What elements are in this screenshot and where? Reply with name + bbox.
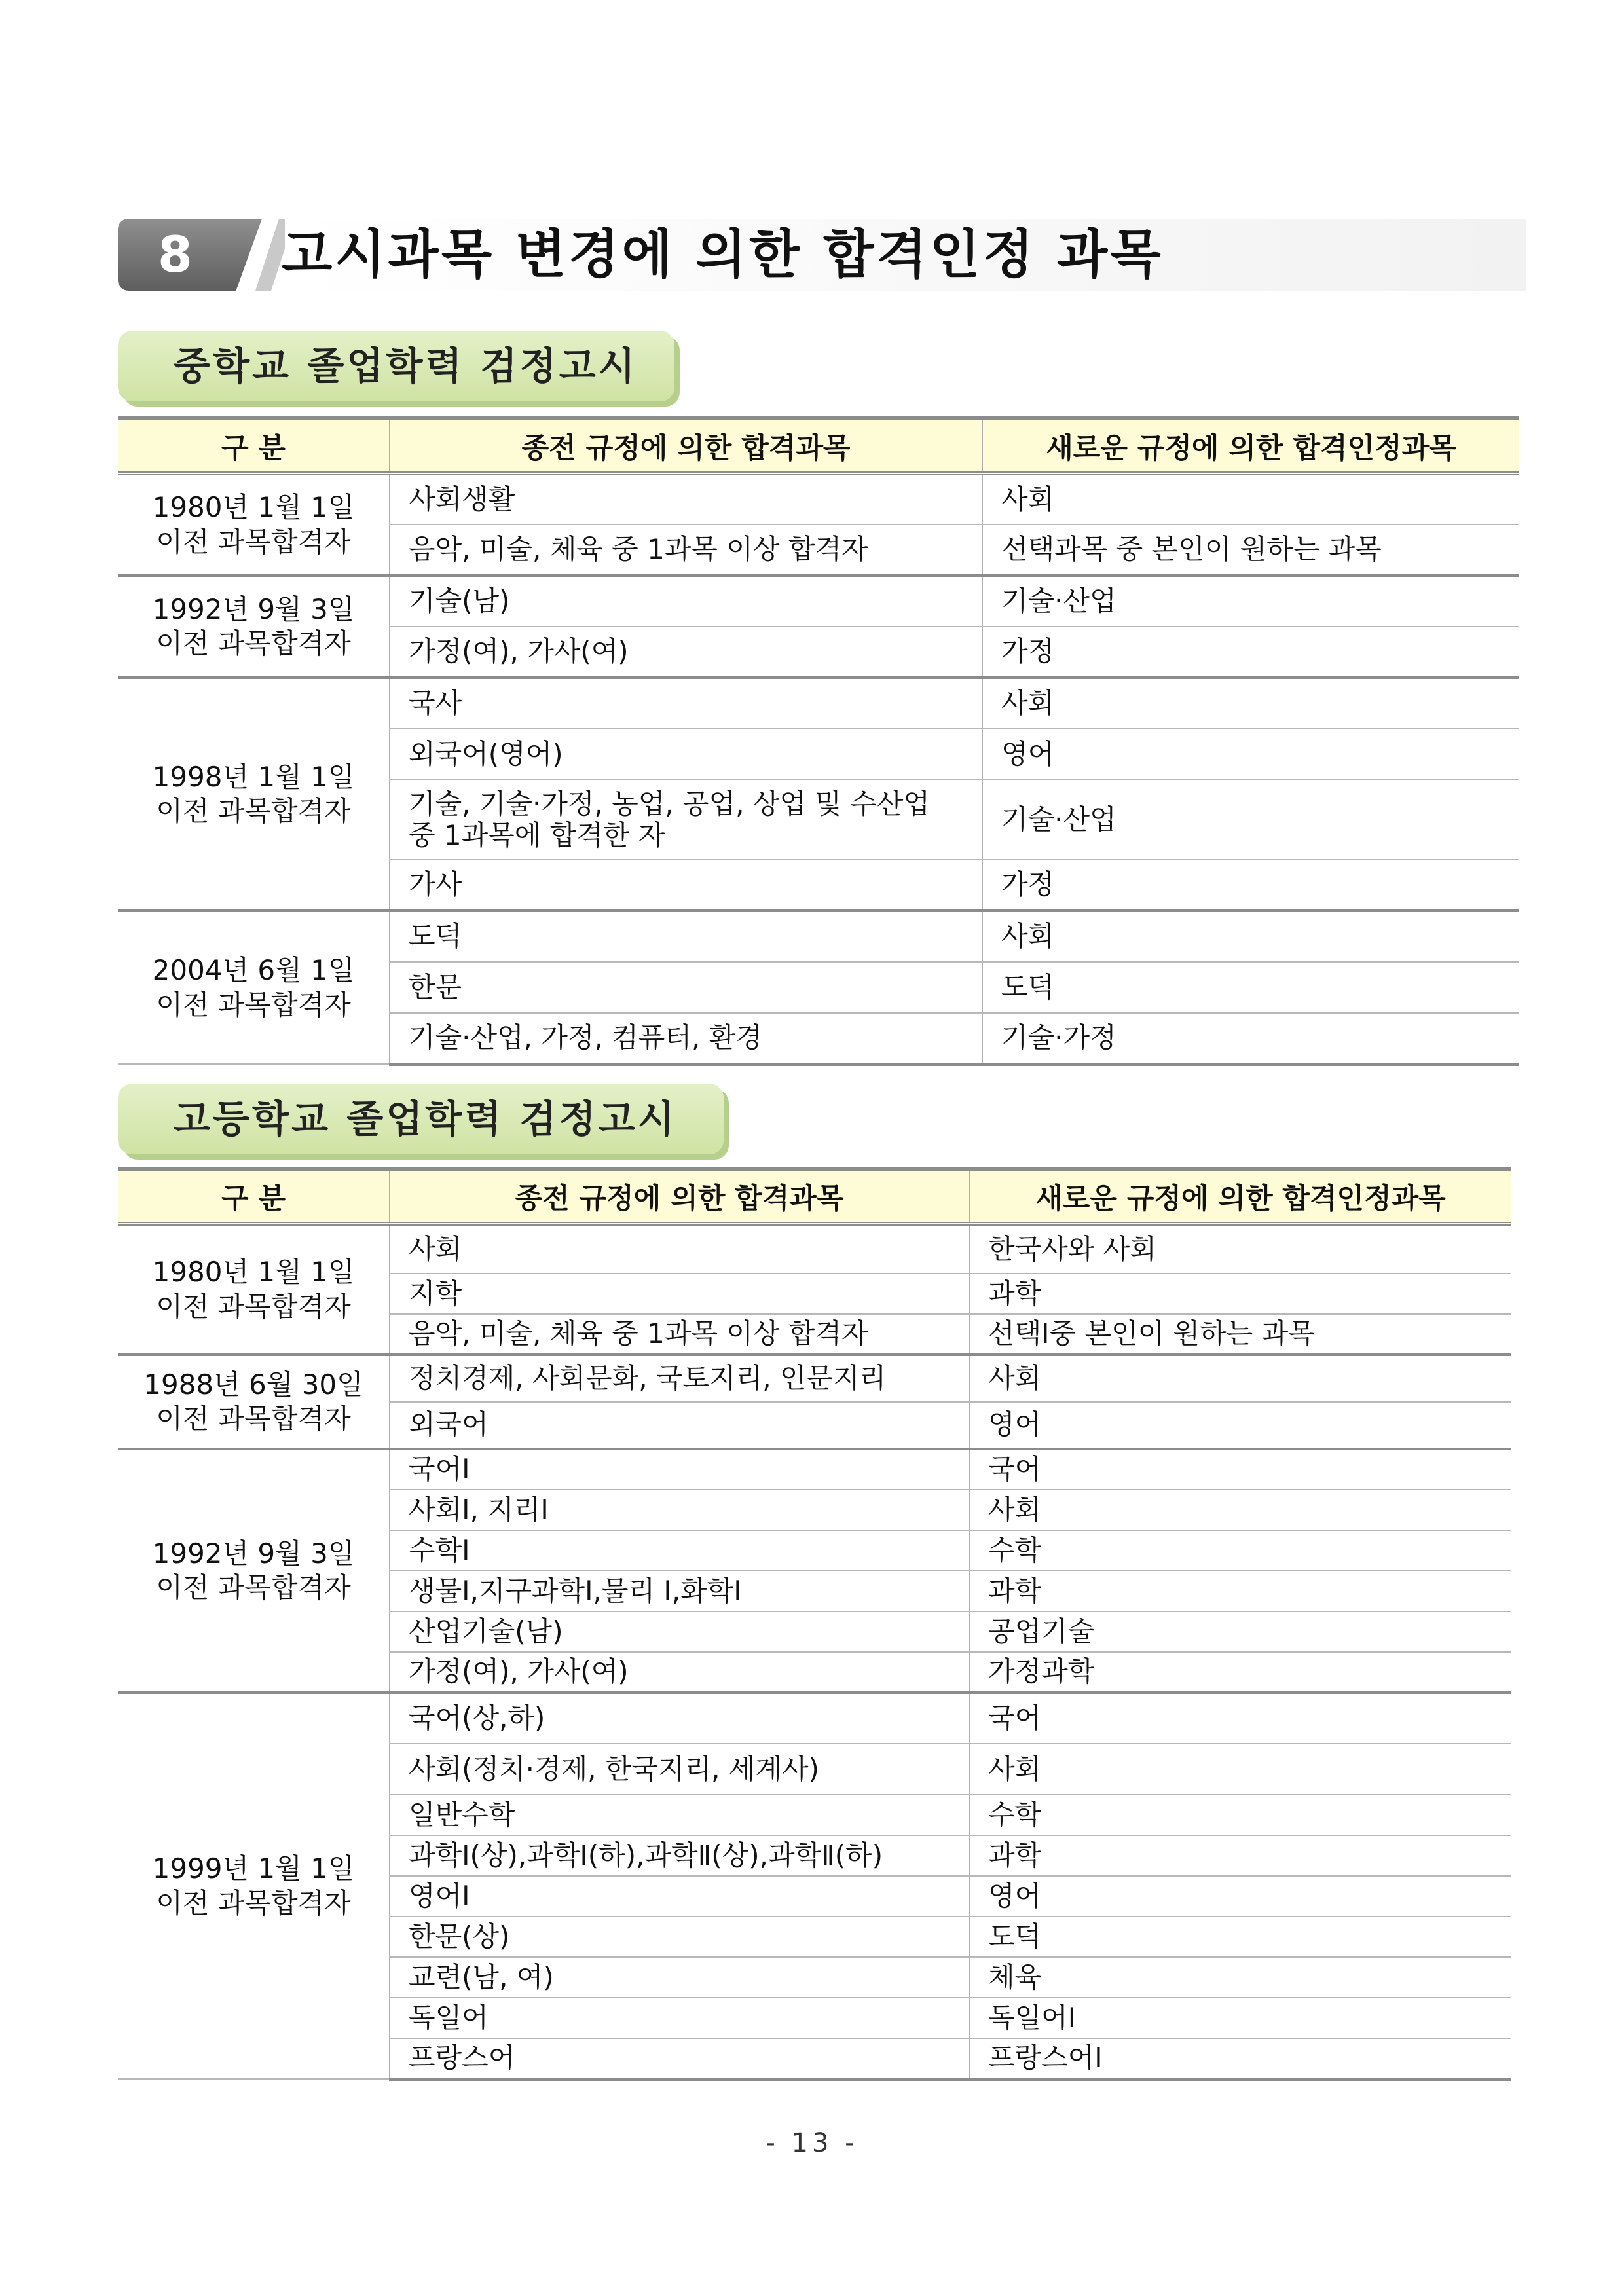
group-label: 1980년 1월 1일 이전 과목합격자 xyxy=(118,1224,390,1355)
table-row xyxy=(118,1355,1511,1402)
previous-subject-cell: 기술, 기술·가정, 농업, 공업, 상업 및 수산업 중 1과목에 합격한 자 xyxy=(390,780,982,860)
recognized-subject-cell: 영어 xyxy=(969,1402,1511,1449)
recognized-subject-cell: 영어 xyxy=(969,1876,1511,1917)
previous-subject-cell: 음악, 미술, 체육 중 1과목 이상 합격자 xyxy=(390,524,982,576)
middle-school-table xyxy=(118,416,1519,1066)
previous-subject-cell: 가사 xyxy=(390,860,982,911)
previous-subject-cell: 국사 xyxy=(390,678,982,729)
previous-subject-cell: 가정(여), 가사(여) xyxy=(390,627,982,678)
previous-subject-cell: 한문 xyxy=(390,962,982,1013)
previous-subject-cell: 과학Ⅰ(상),과학Ⅰ(하),과학Ⅱ(상),과학Ⅱ(하) xyxy=(390,1835,969,1876)
column-header: 새로운 규정에 의한 합격인정과목 xyxy=(982,418,1519,473)
previous-subject-cell: 사회 xyxy=(390,1224,969,1274)
table-row xyxy=(118,576,1519,627)
previous-subject-cell: 정치경제, 사회문화, 국토지리, 인문지리 xyxy=(390,1355,969,1402)
column-header: 새로운 규정에 의한 합격인정과목 xyxy=(969,1169,1511,1224)
previous-subject-cell: 사회생활 xyxy=(390,473,982,524)
recognized-subject-cell: 선택Ⅰ중 본인이 원하는 과목 xyxy=(969,1314,1511,1355)
column-header: 종전 규정에 의한 합격과목 xyxy=(390,1169,969,1224)
table-header-row xyxy=(118,1169,1511,1224)
recognized-subject-cell: 국어 xyxy=(969,1693,1511,1744)
table-row xyxy=(118,473,1519,524)
section-title-middle-school: 중학교 졸업학력 검정고시 xyxy=(174,344,638,388)
previous-subject-cell: 교련(남, 여) xyxy=(390,1957,969,1998)
section-header-high-school xyxy=(118,1084,724,1154)
previous-subject-cell: 외국어(영어) xyxy=(390,729,982,780)
group-label: 1999년 1월 1일 이전 과목합격자 xyxy=(118,1693,390,2079)
recognized-subject-cell: 영어 xyxy=(982,729,1519,780)
previous-subject-cell: 사회(정치·경제, 한국지리, 세계사) xyxy=(390,1744,969,1795)
recognized-subject-cell: 수학 xyxy=(969,1795,1511,1835)
chapter-number: 8 xyxy=(158,225,193,284)
previous-subject-cell: 가정(여), 가사(여) xyxy=(390,1652,969,1693)
group-label: 1998년 1월 1일 이전 과목합격자 xyxy=(118,678,390,911)
recognized-subject-cell: 기술·산업 xyxy=(982,576,1519,627)
table-row xyxy=(118,678,1519,729)
chapter-heading xyxy=(118,215,1526,295)
previous-subject-cell: 국어(상,하) xyxy=(390,1693,969,1744)
previous-subject-cell: 국어Ⅰ xyxy=(390,1449,969,1490)
recognized-subject-cell: 국어 xyxy=(969,1449,1511,1490)
previous-subject-cell: 생물Ⅰ,지구과학Ⅰ,물리 Ⅰ,화학Ⅰ xyxy=(390,1571,969,1611)
recognized-subject-cell: 도덕 xyxy=(969,1917,1511,1957)
section-title-high-school: 고등학교 졸업학력 검정고시 xyxy=(174,1097,677,1141)
previous-subject-cell: 지학 xyxy=(390,1274,969,1314)
recognized-subject-cell: 도덕 xyxy=(982,962,1519,1013)
previous-subject-cell: 도덕 xyxy=(390,911,982,962)
group-label: 1992년 9월 3일 이전 과목합격자 xyxy=(118,1449,390,1693)
previous-subject-cell: 사회Ⅰ, 지리Ⅰ xyxy=(390,1490,969,1530)
page-number: - 13 - xyxy=(766,2128,858,2158)
column-header: 종전 규정에 의한 합격과목 xyxy=(390,418,982,473)
chapter-title: 고시과목 변경에 의한 합격인정 과목 xyxy=(282,224,1164,285)
column-header: 구 분 xyxy=(118,418,390,473)
table-row xyxy=(118,1693,1511,1744)
column-header: 구 분 xyxy=(118,1169,390,1224)
table-header-row xyxy=(118,418,1519,473)
previous-subject-cell: 영어Ⅰ xyxy=(390,1876,969,1917)
previous-subject-cell: 프랑스어 xyxy=(390,2038,969,2079)
recognized-subject-cell: 한국사와 사회 xyxy=(969,1224,1511,1274)
group-label: 1992년 9월 3일 이전 과목합격자 xyxy=(118,576,390,678)
previous-subject-cell: 독일어 xyxy=(390,1998,969,2038)
recognized-subject-cell: 공업기술 xyxy=(969,1611,1511,1652)
recognized-subject-cell: 수학 xyxy=(969,1530,1511,1571)
recognized-subject-cell: 과학 xyxy=(969,1835,1511,1876)
previous-subject-cell: 산업기술(남) xyxy=(390,1611,969,1652)
previous-subject-cell: 외국어 xyxy=(390,1402,969,1449)
recognized-subject-cell: 사회 xyxy=(969,1490,1511,1530)
recognized-subject-cell: 체육 xyxy=(969,1957,1511,1998)
group-label: 1980년 1월 1일 이전 과목합격자 xyxy=(118,473,390,576)
previous-subject-cell: 기술·산업, 가정, 컴퓨터, 환경 xyxy=(390,1013,982,1064)
recognized-subject-cell: 프랑스어Ⅰ xyxy=(969,2038,1511,2079)
table-row xyxy=(118,1224,1511,1274)
previous-subject-cell: 음악, 미술, 체육 중 1과목 이상 합격자 xyxy=(390,1314,969,1355)
table-row xyxy=(118,911,1519,962)
group-label: 1988년 6월 30일 이전 과목합격자 xyxy=(118,1355,390,1449)
previous-subject-cell: 기술(남) xyxy=(390,576,982,627)
recognized-subject-cell: 과학 xyxy=(969,1274,1511,1314)
previous-subject-cell: 일반수학 xyxy=(390,1795,969,1835)
recognized-subject-cell: 사회 xyxy=(969,1744,1511,1795)
recognized-subject-cell: 선택과목 중 본인이 원하는 과목 xyxy=(982,524,1519,576)
high-school-table xyxy=(118,1167,1511,2081)
recognized-subject-cell: 가정 xyxy=(982,627,1519,678)
recognized-subject-cell: 과학 xyxy=(969,1571,1511,1611)
group-label: 2004년 6월 1일 이전 과목합격자 xyxy=(118,911,390,1064)
previous-subject-cell: 수학Ⅰ xyxy=(390,1530,969,1571)
recognized-subject-cell: 사회 xyxy=(982,911,1519,962)
recognized-subject-cell: 기술·산업 xyxy=(982,780,1519,860)
recognized-subject-cell: 독일어Ⅰ xyxy=(969,1998,1511,2038)
recognized-subject-cell: 가정 xyxy=(982,860,1519,911)
recognized-subject-cell: 기술·가정 xyxy=(982,1013,1519,1064)
recognized-subject-cell: 사회 xyxy=(982,473,1519,524)
recognized-subject-cell: 사회 xyxy=(969,1355,1511,1402)
recognized-subject-cell: 사회 xyxy=(982,678,1519,729)
recognized-subject-cell: 가정과학 xyxy=(969,1652,1511,1693)
previous-subject-cell: 한문(상) xyxy=(390,1917,969,1957)
section-header-middle-school xyxy=(118,331,674,401)
table-row xyxy=(118,1449,1511,1490)
